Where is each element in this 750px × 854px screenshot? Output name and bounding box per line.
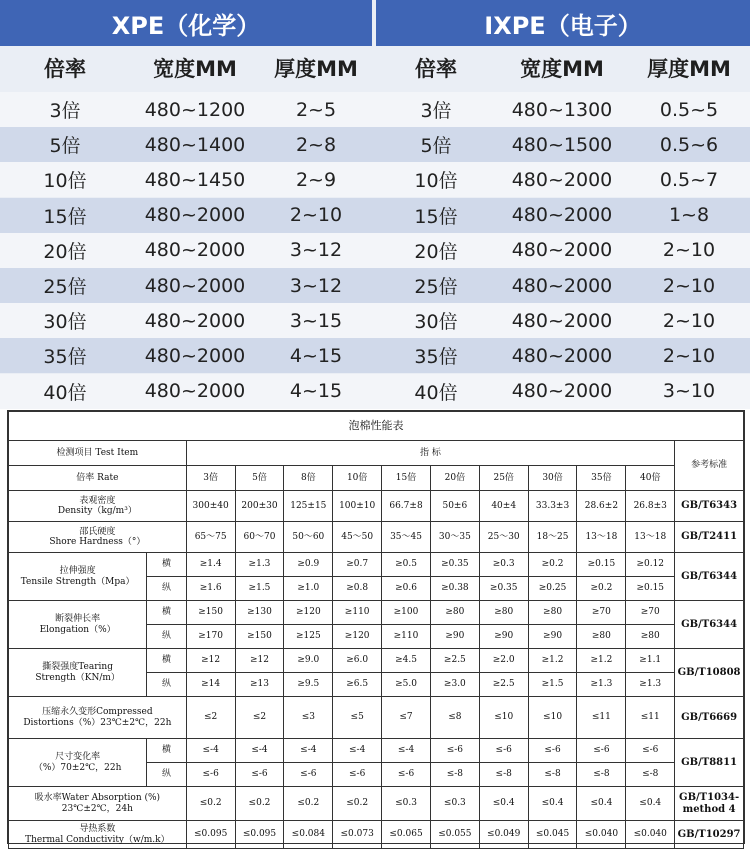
table-cell: 35倍 [414,346,458,369]
table-cell: 10倍 [43,170,87,193]
table-cell: 2~10 [662,239,716,262]
row-label-en: Tensile Strength（Mpa） [20,576,135,587]
table-cell: 480~2000 [511,344,613,367]
table-cell: ≤3 [284,697,333,739]
standard-line: method 4 [682,803,736,815]
table-cell: ≥1.0 [284,577,333,601]
table-cell: ≥0.35 [479,577,528,601]
table-row [9,787,744,821]
row-label [9,522,187,553]
table-cell: ≥12 [186,649,235,673]
table-cell: ≥2.0 [479,649,528,673]
size-table [0,0,750,402]
table-cell: ≥9.0 [284,649,333,673]
table-cell: 300±40 [186,491,235,522]
table-row [9,441,744,466]
table-cell: ≤0.049 [479,821,528,849]
table-cell: ≥150 [235,625,284,649]
table-cell: 13～18 [626,522,675,553]
table-cell: ≤11 [577,697,626,739]
row-label [9,739,147,787]
table-cell: ≤8 [430,697,479,739]
table-cell: ≥0.15 [626,577,675,601]
table-cell: ≥13 [235,673,284,697]
row-label-en: Distortions（%）23℃±2℃，22h [23,717,172,728]
table-cell: 40±4 [479,491,528,522]
ixpe-banner: IXPE（电子） [376,0,750,46]
table-cell: ≥80 [626,625,675,649]
table-cell: ≥2.5 [430,649,479,673]
table-cell: ≤-6 [577,739,626,763]
rate-header: 25倍 [479,466,528,491]
table-cell: ≤-4 [186,739,235,763]
table-cell: ≥1.2 [577,649,626,673]
table-cell: 40倍 [43,381,87,404]
table-cell: 2~10 [662,274,716,297]
rate-label: 倍率 Rate [9,466,187,491]
table-cell: ≥0.2 [577,577,626,601]
table-cell: ≤-6 [235,763,284,787]
table-cell: 2~8 [295,133,337,156]
table-cell: ≤11 [626,697,675,739]
table-cell: ≤-6 [626,739,675,763]
row-label-en: Elongation（%） [39,624,116,635]
rate-header: 35倍 [577,466,626,491]
table-cell: ≥100 [382,601,431,625]
table-cell: ≥90 [430,625,479,649]
table-cell: ≤-8 [528,763,577,787]
table-cell: ≥80 [577,625,626,649]
row-label-cn: 拉伸强度 [59,566,96,577]
table-cell: ≥80 [430,601,479,625]
table-cell: ≤0.4 [528,787,577,821]
table-cell: ≤-6 [382,763,431,787]
table-row [9,649,744,673]
table-cell: 60～70 [235,522,284,553]
table-cell: 33.3±3 [528,491,577,522]
table-cell: ≥4.5 [382,649,431,673]
table-cell: ≥90 [479,625,528,649]
table-cell: ≤0.055 [430,821,479,849]
table-cell: 25～30 [479,522,528,553]
standard-cell: GB/T6669 [675,697,744,739]
reference-header: 参考标准 [675,441,744,491]
column-header: 宽度MM [520,57,604,81]
table-cell: 3~12 [289,239,343,262]
standard-cell: GB/T10808 [675,649,744,697]
table-cell: ≤-8 [479,763,528,787]
table-cell: ≥0.6 [382,577,431,601]
table-cell: 25倍 [43,276,87,298]
row-label [9,601,147,649]
table-cell: ≤0.040 [577,821,626,849]
table-cell: 30倍 [414,311,458,334]
table-cell: ≤0.3 [430,787,479,821]
table-cell: 480~2000 [511,239,613,262]
table-cell: 15倍 [43,205,87,228]
table-row [0,233,750,268]
direction-label: 纵 [147,577,186,601]
table-row [0,303,750,338]
table-cell: ≤2 [235,697,284,739]
standard-line: GB/T1034- [679,792,740,803]
table-cell: 50～60 [284,522,333,553]
row-label-en: Strength（KN/m） [35,672,120,683]
rate-header: 10倍 [333,466,382,491]
table-cell: ≥80 [479,601,528,625]
table-cell: ≥0.15 [577,553,626,577]
column-header: 倍率 [44,57,86,81]
table-cell: 30倍 [43,311,87,334]
row-label-cn: 表观密度 [79,495,116,506]
table-cell: ≥6.0 [333,649,382,673]
table-cell: 35～45 [382,522,431,553]
table-cell: 480~1300 [511,98,613,121]
table-cell: 3倍 [420,100,452,122]
table-cell: ≤-8 [577,763,626,787]
direction-label: 纵 [147,763,186,787]
table-cell: ≥14 [186,673,235,697]
row-label [9,553,147,601]
table-cell: ≤-4 [235,739,284,763]
row-label [9,649,147,697]
table-cell: ≤0.073 [333,821,382,849]
row-label-en: Thermal Conductivity（w/m.k） [25,834,170,845]
table-row [9,522,744,553]
row-label-en: 23℃±2℃，24h [61,803,133,814]
row-label-cn: 尺寸变化率 [55,752,101,763]
table-row [0,162,750,197]
table-cell: 480~1400 [144,133,246,156]
table-cell: ≤7 [382,697,431,739]
table-cell: ≤10 [479,697,528,739]
table-cell: ≥5.0 [382,673,431,697]
table-row [0,198,750,233]
table-cell: 3倍 [49,100,81,122]
standard-cell [675,787,744,821]
standard-cell: GB/T8811 [675,739,744,787]
table-cell: 125±15 [284,491,333,522]
table-row [9,601,744,625]
table-cell: ≤-6 [186,763,235,787]
rate-header: 40倍 [626,466,675,491]
table-cell: 26.8±3 [626,491,675,522]
standard-cell: GB/T6343 [675,491,744,522]
table-cell: 40倍 [414,381,458,404]
table-cell: 480~2000 [144,239,246,262]
table-cell: 2~10 [289,204,343,227]
table-cell: 18～25 [528,522,577,553]
table-cell: 480~2000 [511,274,613,297]
table-cell: ≥1.3 [235,553,284,577]
table-cell: ≥1.5 [235,577,284,601]
table-cell: 4~15 [289,380,343,403]
table-cell: 15倍 [414,205,458,228]
table-row [0,268,750,303]
table-cell: ≥1.4 [186,553,235,577]
table-row [9,821,744,849]
column-header: 倍率 [415,57,457,81]
table-cell: 2~10 [662,344,716,367]
table-cell: ≤0.084 [284,821,333,849]
table-row [9,412,744,441]
column-header: 厚度MM [647,57,731,81]
rate-header: 30倍 [528,466,577,491]
table-cell: ≥170 [186,625,235,649]
table-cell: ≥0.5 [382,553,431,577]
direction-label: 横 [147,601,186,625]
table-cell: ≤2 [186,697,235,739]
table-cell: 10倍 [414,170,458,193]
table-cell: 480~2000 [511,380,613,403]
table-cell: 1~8 [668,204,710,227]
table-cell: 25倍 [414,276,458,298]
table-cell: 5倍 [420,135,452,158]
row-label-en: Shore Hardness（°） [49,537,146,547]
table-row [0,92,750,127]
table-cell: ≥1.3 [626,673,675,697]
table-cell: 66.7±8 [382,491,431,522]
table-cell: ≤-6 [430,739,479,763]
rate-header: 5倍 [235,466,284,491]
foam-performance-table [7,410,745,844]
table-cell: ≥0.12 [626,553,675,577]
table-cell: 0.5~6 [659,133,719,156]
table-cell: ≥70 [626,601,675,625]
rate-header: 15倍 [382,466,431,491]
table-cell: 480~2000 [144,309,246,332]
table-cell: 20倍 [43,240,87,263]
table-cell: ≤-4 [333,739,382,763]
table-cell: ≤0.045 [528,821,577,849]
table-cell: ≥0.38 [430,577,479,601]
table-cell: 100±10 [333,491,382,522]
row-label-cn: 撕裂强度Tearing [42,662,113,673]
table-cell: 45～50 [333,522,382,553]
standard-cell: GB/T10297 [675,821,744,849]
table-title: 泡棉性能表 [9,412,744,441]
direction-label: 横 [147,739,186,763]
table-cell: ≥110 [382,625,431,649]
table-cell: 13～18 [577,522,626,553]
row-label [9,787,187,821]
table-cell: 35倍 [43,346,87,369]
test-item-header: 检测项目 Test Item [9,441,187,466]
row-label-cn: 压缩永久变形Compressed [42,707,153,718]
row-label-cn: 吸水率Water Absorption (%) [34,793,161,804]
table-cell: ≤-6 [528,739,577,763]
table-row [9,553,744,577]
table-cell: 0.5~5 [659,98,719,121]
table-cell: ≥2.5 [479,673,528,697]
xpe-banner: XPE（化学） [0,0,372,46]
table-row [9,697,744,739]
table-cell: 480~2000 [144,344,246,367]
table-cell: ≥3.0 [430,673,479,697]
table-cell: 480~2000 [144,274,246,297]
row-label-cn: 断裂伸长率 [55,614,101,625]
table-cell: 65～75 [186,522,235,553]
table-cell: 480~2000 [144,204,246,227]
rate-header: 20倍 [430,466,479,491]
table-cell: 5倍 [49,135,81,158]
table-cell: ≥0.35 [430,553,479,577]
table-cell: ≥1.6 [186,577,235,601]
table-cell: ≥6.5 [333,673,382,697]
direction-label: 纵 [147,625,186,649]
table-cell: ≤-6 [284,763,333,787]
table-cell: 2~9 [295,168,337,191]
direction-label: 纵 [147,673,186,697]
table-cell: 50±6 [430,491,479,522]
table-cell: ≥0.25 [528,577,577,601]
table-cell: ≥0.8 [333,577,382,601]
table-row [0,338,750,373]
table-row [9,739,744,763]
column-header: 厚度MM [274,57,358,81]
table-cell: 480~1450 [144,168,246,191]
row-label [9,821,187,849]
row-label-en: Density（kg/m³） [57,506,137,516]
table-cell: ≤-6 [333,763,382,787]
table-cell: ≥12 [235,649,284,673]
table-cell: ≤0.2 [186,787,235,821]
table-cell: ≤0.040 [626,821,675,849]
table-cell: 480~2000 [144,380,246,403]
table-cell: ≥1.1 [626,649,675,673]
direction-label: 横 [147,553,186,577]
table-row [0,127,750,162]
table-row [0,374,750,409]
table-cell: ≥0.3 [479,553,528,577]
table-cell: ≥1.3 [577,673,626,697]
table-cell: 20倍 [414,240,458,263]
table-cell: 480~2000 [511,309,613,332]
table-cell: 2~5 [295,98,337,121]
table-cell: 4~15 [289,344,343,367]
row-label [9,697,187,739]
standard-cell: GB/T6344 [675,553,744,601]
table-cell: 480~1200 [144,98,246,121]
table-cell: 480~2000 [511,204,613,227]
table-cell: ≤0.065 [382,821,431,849]
table-cell: ≥9.5 [284,673,333,697]
table-cell: ≥80 [528,601,577,625]
table-row [9,491,744,522]
table-cell: 3~15 [289,309,343,332]
row-label-cn: 导热系数 [79,824,116,835]
table-cell: ≥120 [284,601,333,625]
table-cell: ≥0.9 [284,553,333,577]
table-cell: 2~10 [662,309,716,332]
table-cell: ≤-4 [382,739,431,763]
table-cell: ≤0.4 [577,787,626,821]
table-row [9,466,744,491]
table-cell: ≥90 [528,625,577,649]
table-cell: ≤-6 [479,739,528,763]
table-cell: 30～35 [430,522,479,553]
rate-header: 8倍 [284,466,333,491]
column-header: 宽度MM [153,57,237,81]
row-label [9,491,187,522]
table-cell: ≥0.7 [333,553,382,577]
table-cell: ≤0.095 [235,821,284,849]
table-cell: ≤0.095 [186,821,235,849]
table-cell: ≥125 [284,625,333,649]
table-cell: ≤0.3 [382,787,431,821]
table-cell: ≤0.4 [626,787,675,821]
table-cell: ≤-8 [626,763,675,787]
table-cell: ≥110 [333,601,382,625]
table-cell: ≥1.2 [528,649,577,673]
table-cell: ≥150 [186,601,235,625]
table-cell: 3~12 [289,274,343,297]
table-cell: ≤-8 [430,763,479,787]
table-cell: 480~2000 [511,168,613,191]
table-cell: ≤0.2 [284,787,333,821]
table-cell: 28.6±2 [577,491,626,522]
table-cell: ≥130 [235,601,284,625]
table-cell: 0.5~7 [659,168,719,191]
row-label-en: （%）70±2℃，22h [33,762,122,773]
table-cell: ≥0.2 [528,553,577,577]
table-cell: ≤10 [528,697,577,739]
table-cell: ≤-4 [284,739,333,763]
table-cell: ≤0.4 [479,787,528,821]
table-cell: 200±30 [235,491,284,522]
direction-label: 横 [147,649,186,673]
standard-cell: GB/T6344 [675,601,744,649]
row-label-cn: 邵氏硬度 [79,526,116,537]
table-cell: ≤5 [333,697,382,739]
index-header: 指 标 [186,441,674,466]
table-cell: ≥120 [333,625,382,649]
table-cell: ≤0.2 [333,787,382,821]
rate-header: 3倍 [186,466,235,491]
table-cell: 3~10 [662,380,716,403]
table-cell: ≤0.2 [235,787,284,821]
table-cell: 480~1500 [511,133,613,156]
table-cell: ≥1.5 [528,673,577,697]
table-cell: ≥70 [577,601,626,625]
standard-cell: GB/T2411 [675,522,744,553]
